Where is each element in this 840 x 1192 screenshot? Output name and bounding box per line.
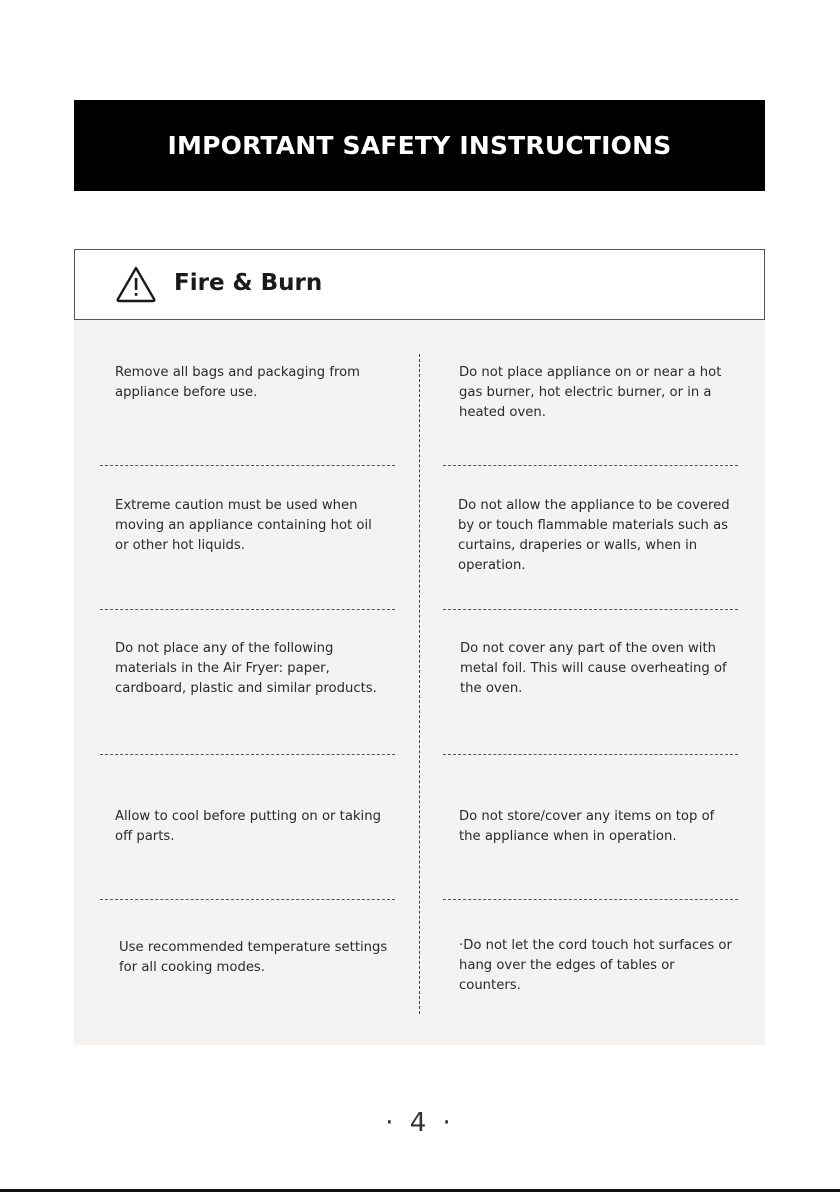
- instruction-item: ·Do not let the cord touch hot surfaces or hang over the edges of tables or counters.: [459, 938, 732, 993]
- header-bar: [74, 100, 765, 191]
- instruction-item: Extreme caution must be used when moving an appliance containing hot oil or other hot liquids.: [115, 498, 372, 553]
- row-divider: [100, 609, 395, 610]
- row-divider: [443, 754, 738, 755]
- column-divider: [419, 354, 420, 1014]
- instruction-item: Do not place appliance on or near a hot gas burner, hot electric burner, or in a heated oven.: [459, 365, 722, 420]
- row-divider: [100, 754, 395, 755]
- section-title: Fire & Burn: [174, 270, 323, 296]
- section-header: [74, 249, 765, 320]
- page-number: · 4 ·: [385, 1108, 455, 1138]
- instructions-panel: [74, 320, 765, 1045]
- row-divider: [443, 465, 738, 466]
- instruction-item: Do not place any of the following materials in the Air Fryer: paper, cardboard, plastic and similar products.: [115, 641, 377, 696]
- instruction-item: Do not allow the appliance to be covered by or touch flammable materials such as curtains, draperies or walls, when in operation.: [458, 498, 730, 573]
- row-divider: [443, 609, 738, 610]
- instruction-item: Do not store/cover any items on top of the appliance when in operation.: [459, 809, 715, 844]
- instruction-item: Remove all bags and packaging from appliance before use.: [115, 365, 361, 400]
- instruction-item: Allow to cool before putting on or taking off parts.: [115, 809, 381, 844]
- row-divider: [100, 899, 395, 900]
- page-title: IMPORTANT SAFETY INSTRUCTIONS: [167, 131, 672, 160]
- instruction-item: Do not cover any part of the oven with metal foil. This will cause overheating of the oven.: [460, 641, 727, 696]
- row-divider: [443, 899, 738, 900]
- instruction-item: Use recommended temperature settings for all cooking modes.: [119, 940, 388, 975]
- row-divider: [100, 465, 395, 466]
- warning-triangle-icon: [115, 265, 157, 303]
